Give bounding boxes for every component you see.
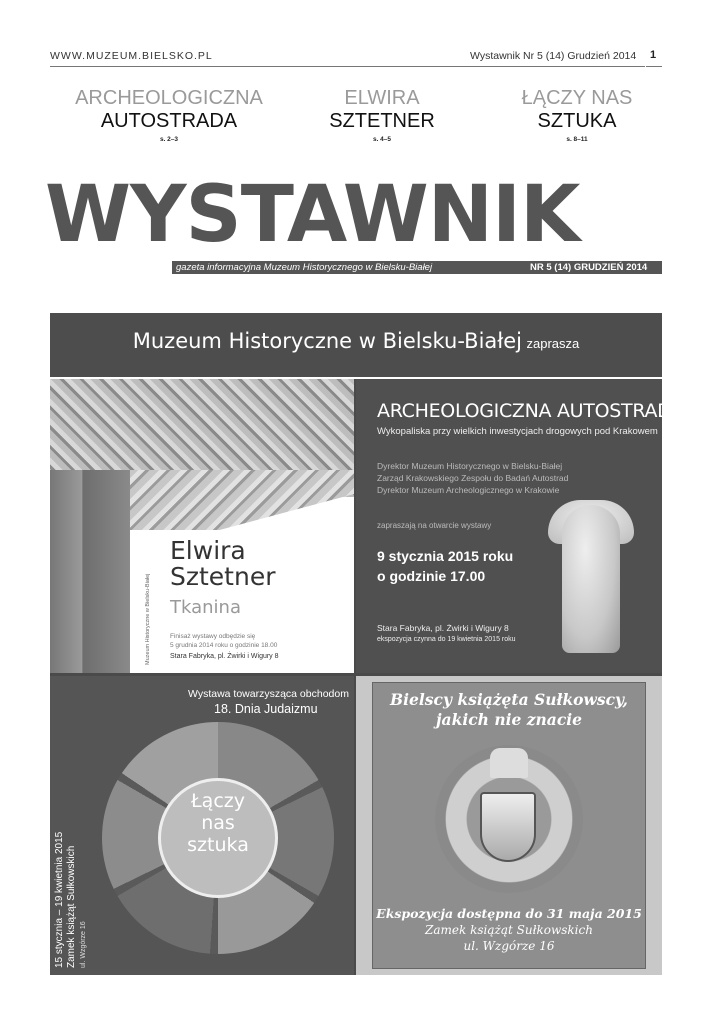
sulkowscy-address: ul. Wzgórze 16: [463, 939, 555, 953]
teaser-pages: s. 4–5: [372, 136, 392, 143]
archeo-organizers: [377, 460, 568, 496]
poster-banner-text: [50, 329, 662, 353]
sulkowscy-title-line1: Bielscy książęta Sułkowscy,: [390, 690, 628, 709]
teaser-archeologiczna[interactable]: [69, 87, 269, 143]
sulkowscy-info: [372, 906, 646, 954]
finissage-line1: Finisaż wystawy odbędzie się: [170, 633, 256, 640]
textile-image-side: [50, 470, 130, 673]
archeo-title: ARCHEOLOGICZNA AUTOSTRADA: [377, 400, 684, 422]
archeo-address: Stara Fabryka, pl. Żwirki i Wigury 8: [377, 623, 509, 633]
elwira-vertical-text: Muzeum Historyczne w Bielsku-Białej: [145, 573, 151, 665]
elwira-title: [170, 538, 275, 590]
archeo-until: ekspozycja czynna do 19 kwietnia 2015 roku: [377, 636, 516, 643]
laczy-details-text: [54, 828, 90, 968]
teaser-line2: SZTETNER: [329, 110, 435, 132]
laczy-word1: Łączy: [191, 790, 245, 812]
masthead-issue: NR 5 (14) GRUDZIEŃ 2014: [530, 262, 648, 273]
laczy-head1: Wystawa towarzysząca obchodom: [188, 688, 349, 700]
teaser-line1: ARCHEOLOGICZNA: [75, 87, 263, 109]
archeo-time-line: o godzinie 17.00: [377, 568, 486, 584]
header-rule: [50, 66, 645, 67]
elwira-title-line2: Sztetner: [170, 562, 276, 591]
sulkowscy-until: Ekspozycja dostępna do 31 maja 2015: [376, 906, 642, 921]
banner-sub: zaprasza: [526, 336, 580, 351]
teaser-line2: SZTUKA: [537, 110, 617, 132]
masthead-logo: WYSTAWNIK: [45, 170, 580, 260]
organizer-2: Zarząd Krakowskiego Zespołu do Badań Autostrad: [377, 473, 569, 483]
header-rule-short: [646, 66, 662, 67]
artifact-figurine: [562, 505, 620, 653]
page-number: 1: [650, 49, 657, 61]
archeo-date: [377, 546, 513, 586]
website-url: WWW.MUZEUM.BIELSKO.PL: [50, 50, 213, 62]
crest-shield: [480, 792, 536, 862]
teaser-line2: AUTOSTRADA: [100, 110, 238, 132]
sulkowscy-title-line2: jakich nie znacie: [435, 710, 583, 729]
organizer-1: Dyrektor Muzeum Historycznego w Bielsku-Białej: [377, 461, 563, 471]
laczy-head2: 18. Dnia Judaizmu: [214, 702, 318, 716]
archeo-invite: zapraszają na otwarcie wystawy: [377, 521, 492, 530]
sulkowscy-venue: Zamek książąt Sułkowskich: [425, 923, 593, 937]
teaser-line1: ŁĄCZY NAS: [521, 87, 633, 109]
archeo-subtitle: Wykopaliska przy wielkich inwestycjach drogowych pod Krakowem: [377, 426, 658, 437]
laczy-word3: sztuka: [187, 834, 249, 856]
masthead-tagline: gazeta informacyjna Muzeum Historycznego w Bielsku-Białej: [176, 262, 433, 273]
teaser-pages: s. 8–11: [566, 136, 588, 143]
elwira-subtitle: Tkanina: [170, 597, 241, 618]
teaser-laczy[interactable]: [477, 87, 677, 143]
laczy-word2: nas: [201, 812, 235, 834]
elwira-title-line1: Elwira: [170, 536, 246, 565]
laczy-address: ul. Wzgórze 16: [80, 921, 87, 968]
banner-main: Muzeum Historyczne w Bielsku-Białej: [132, 329, 523, 353]
sulkowscy-title: [372, 690, 646, 730]
archeo-date-line: 9 stycznia 2015 roku: [377, 548, 514, 564]
finissage-line2: 5 grudnia 2014 roku o godzinie 18.00: [170, 642, 278, 649]
laczy-details: [54, 828, 102, 968]
elwira-finissage: [170, 632, 277, 650]
laczy-title: [158, 790, 278, 856]
laczy-venue: Zamek książąt Sułkowskich: [66, 845, 77, 968]
organizer-3: Dyrektor Muzeum Archeologicznego w Krakowie: [377, 485, 560, 495]
laczy-dates: 15 stycznia – 19 kwietnia 2015: [54, 831, 65, 968]
teaser-elwira[interactable]: [282, 87, 482, 143]
crest-crown: [490, 748, 528, 778]
teaser-line1: ELWIRA: [344, 87, 420, 109]
issue-info: Wystawnik Nr 5 (14) Grudzień 2014: [470, 50, 637, 62]
teaser-pages: s. 2–3: [159, 136, 179, 143]
archeo-place: [377, 622, 516, 646]
elwira-place: Stara Fabryka, pl. Żwirki i Wigury 8: [170, 653, 279, 660]
